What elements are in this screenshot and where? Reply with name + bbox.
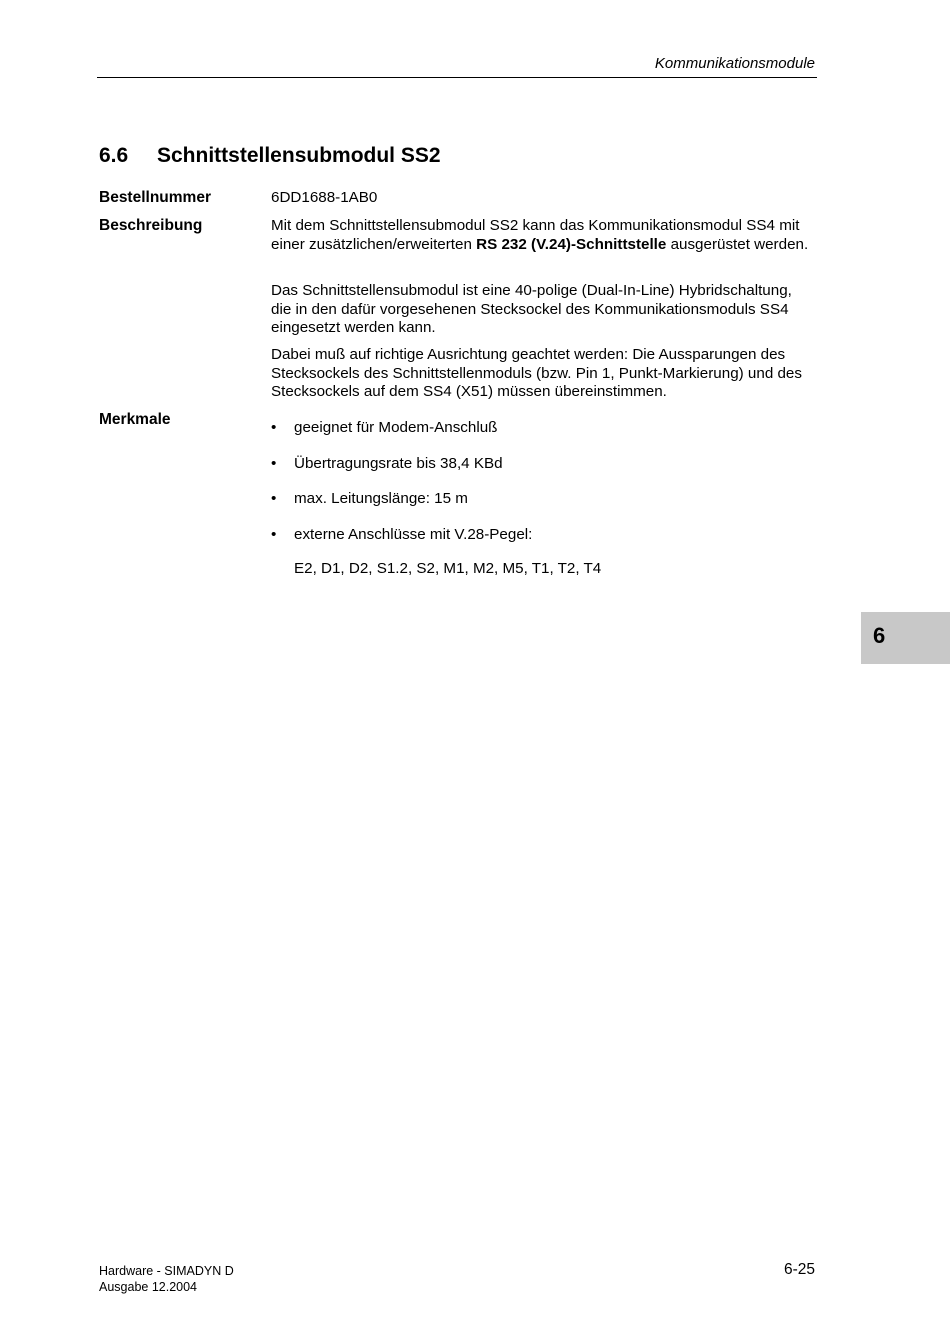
- feature-item: [271, 490, 468, 507]
- page-number: 6-25: [783, 1261, 815, 1278]
- bullet-icon: •: [271, 419, 277, 436]
- footer-edition: Ausgabe 12.2004: [99, 1280, 198, 1294]
- section-number: 6.6: [99, 144, 129, 167]
- feature-text: geeignet für Modem-Anschluß: [294, 419, 498, 436]
- interface-name: RS 232 (V.24)-Schnittstelle: [476, 235, 667, 253]
- description-p1-start: Mit dem Schnittstellensubmodul SS2 kann das Kommunikationsmodul SS4 mit einer zusätzlichen/erweiterten: [271, 217, 800, 253]
- order-number-label: Bestellnummer: [99, 189, 211, 206]
- running-header: Kommunikationsmodule: [654, 55, 815, 72]
- section-title: Schnittstellensubmodul SS2: [157, 144, 441, 167]
- chapter-number: 6: [873, 623, 886, 648]
- chapter-tab: [861, 612, 950, 664]
- feature-text: Übertragungsrate bis 38,4 KBd: [294, 455, 503, 472]
- bullet-icon: •: [271, 526, 277, 543]
- feature-text: externe Anschlüsse mit V.28-Pegel:: [294, 526, 533, 543]
- feature-item: [271, 455, 503, 472]
- features-label: Merkmale: [99, 411, 171, 428]
- bullet-icon: •: [271, 455, 277, 472]
- description-paragraph-2: Das Schnittstellensubmodul ist eine 40-polige (Dual-In-Line) Hybridschaltung, die in den dafür vorgesehenen Stecksockel des Kommunikationsmoduls SS4 eingesetzt werden kann.: [271, 282, 792, 337]
- section-heading: [99, 144, 441, 168]
- description-paragraph-1: [271, 217, 816, 254]
- footer-document-title: Hardware - SIMADYN D: [99, 1264, 234, 1278]
- footer-info: [99, 1263, 234, 1295]
- connection-list: E2, D1, D2, S1.2, S2, M1, M2, M5, T1, T2, T4: [294, 560, 602, 577]
- description-paragraph-3: Dabei muß auf richtige Ausrichtung geachtet werden: Die Aussparungen des Stecksockels des Schnittstellenmoduls (bzw. Pin 1, Punkt-Markierung) und des Stecksockels auf dem SS4 (X51) müssen übereinstimmen.: [271, 346, 802, 401]
- feature-item: [271, 526, 532, 543]
- description-label: Beschreibung: [99, 217, 203, 234]
- header-rule: [97, 77, 817, 78]
- bullet-icon: •: [271, 490, 277, 507]
- feature-item: [271, 419, 497, 436]
- feature-text: max. Leitungslänge: 15 m: [294, 490, 468, 507]
- order-number-value: 6DD1688-1AB0: [271, 189, 378, 206]
- description-p1-end: ausgerüstet werden.: [666, 235, 809, 253]
